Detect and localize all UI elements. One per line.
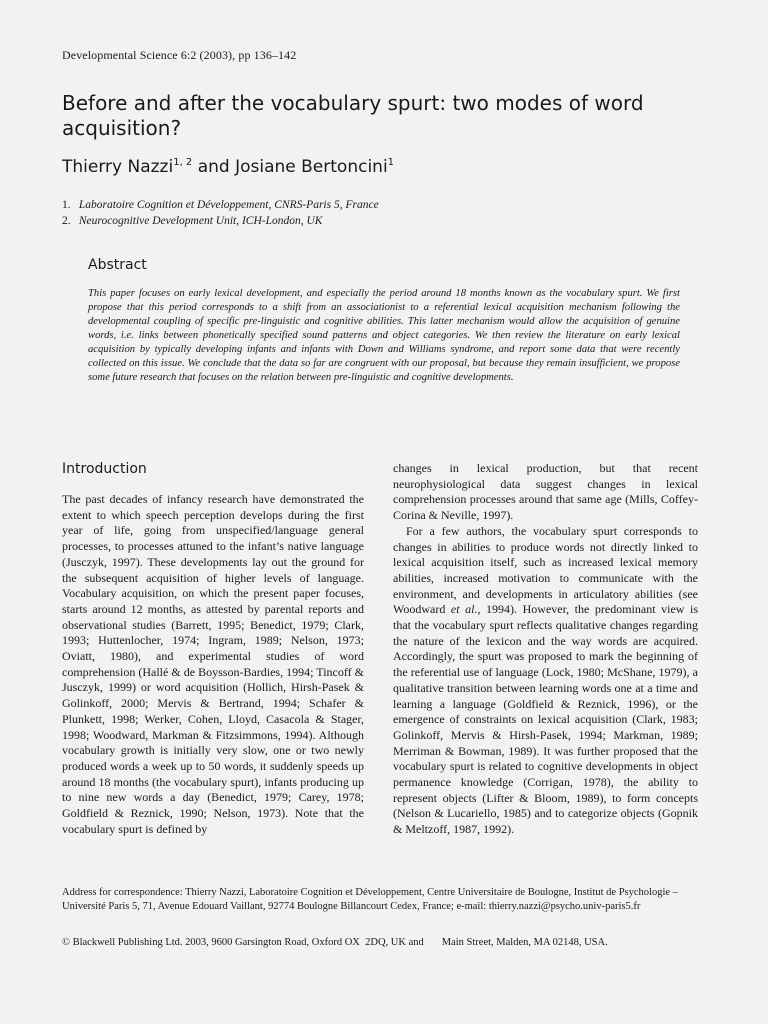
correspondence-address: Address for correspondence: Thierry Nazzi, Laboratoire Cognition et Développement, Centre Universitaire de Boulogne, Institut de Psychologie – Université Paris 5, 71, Avenue Edouard Vaillant, 92774 Boulogne Billancourt Cedex, France; e-mail: thierry.nazzi@psycho.univ-paris5.fr <box>62 887 678 912</box>
author-affiliation-marker: 1, 2 <box>173 157 193 168</box>
affiliation-number: 2. <box>62 215 71 227</box>
author-name: Thierry Nazzi <box>62 157 174 177</box>
article-title: Before and after the vocabulary spurt: two modes of word acquisition? <box>62 91 644 140</box>
citation-etal: et al. <box>450 602 478 617</box>
affiliation-text: Laboratoire Cognition et Développement, CNRS-Paris 5, France <box>78 199 379 211</box>
affiliation-item <box>62 213 379 229</box>
affiliation-text: Neurocognitive Development Unit, ICH-London, UK <box>78 215 323 227</box>
introduction-left-column: The past decades of infancy research have demonstrated the extent to which speech perception develops during the first year of life, going from unspecified/language general processes, to processes attuned to the infant’s native language (Jusczyk, 1997). These developments lay out the ground for the subsequent acquisition of higher levels of language. Vocabulary acquisition, on which the present paper focuses, starts around 12 months, as attested by parental reports and observational studies (Barrett, 1995; Benedict, 1979; Clark, 1993; Huttenlocher, 1974; Ingram, 1989; Nelson, 1973; Oviatt, 1980), and experimental studies of word comprehension (Hallé & de Boysson-Bardies, 1994; Tincoff & Jusczyk, 1999) or word acquisition (Hollich, Hirsh-Pasek & Golinkoff, 2000; Mervis & Bertrand, 1994; Schafer & Plunkett, 1998; Werker, Cohen, Lloyd, Casacola & Stager, 1998; Woodward, Markman & Fitzsimmons, 1994). Although vocabulary growth is initially very slow, one or two newly produced words a week up to 50 words, it suddenly speeds up around 18 months (the vocabulary spurt), infants producing up to nine new words a day (Benedict, 1979; Carey, 1978; Goldfield & Reznick, 1990; Nelson, 1973). Note that the vocabulary spurt is defined by <box>62 492 364 836</box>
affiliations-list <box>62 197 379 229</box>
abstract-heading: Abstract <box>88 257 147 273</box>
affiliation-item <box>62 197 379 213</box>
paragraph-text: , 1994). However, the predominant view is that the vocabulary spurt reflects qualitative changes regarding the nature of the lexicon and the way words are acquired. Accordingly, the spurt was proposed to mark the beginning of the referential use of language (Lock, 1980; McShane, 1979), a qualitative transition between learning words one at a time and learning a language (Goldfield & Reznick, 1996), or the emergence of constraints on lexical acquisition (Clark, 1983; Golinkoff, Mervis & Hirsh-Pasek, 1994; Markman, 1989; Merriman & Bowman, 1989). It was further proposed that the vocabulary spurt is related to cognitive developments in object permanence knowledge (Corrigan, 1978), the ability to represent objects (Lifter & Bloom, 1989), to form concepts (Nelson & Lucariello, 1985) and to categorize objects (Gopnik & Meltzoff, 1987, 1992). <box>393 602 698 837</box>
copyright-line <box>62 937 608 948</box>
journal-citation: Developmental Science 6:2 (2003), pp 136–142 <box>62 48 297 62</box>
introduction-heading: Introduction <box>62 461 147 477</box>
author-affiliation-marker: 1 <box>387 157 395 168</box>
paragraph: changes in lexical production, but that recent neurophysiological data suggest changes in lexical comprehension processes around that same age (Mills, Coffey-Corina & Neville, 1997). <box>393 461 698 523</box>
author-line <box>62 157 394 177</box>
abstract-body: This paper focuses on early lexical development, and especially the period around 18 months known as the vocabulary spurt. We first propose that this period corresponds to a shift from an associationist to a referential lexical acquisition mechanism following the developmental coupling of specific pre-linguistic and cognitive abilities. This latter mechanism would allow the acquisition of genuine words, i.e. links between phonetically specified sound patterns and object categories. We then review the literature on early lexical acquisition by typically developing infants and infants with Down and Williams syndrome, and report some data that were recently collected on this issue. We conclude that the data so far are congruent with our proposal, but because they remain insufficient, we propose some future research that focuses on the relation between pre-linguistic and cognitive developments. <box>88 288 680 383</box>
affiliation-number: 1. <box>62 199 71 211</box>
author-conjunction: and <box>192 157 236 177</box>
paragraph-text: For a few authors, the vocabulary spurt corresponds to changes in abilities to produce words not directly linked to lexical acquisition itself, such as increased lexical memory abilities, increased motivation to communicate with the environment, and developments in articulatory abilities (see Woodward <box>393 523 698 617</box>
copyright-text: © Blackwell Publishing Ltd. 2003, 9600 Garsington Road, Oxford OX 2DQ, UK and <box>62 937 424 948</box>
author-name: Josiane Bertoncini <box>235 157 388 177</box>
introduction-right-column <box>393 461 698 838</box>
paragraph <box>393 524 698 838</box>
copyright-text: Main Street, Malden, MA 02148, USA. <box>441 937 608 948</box>
